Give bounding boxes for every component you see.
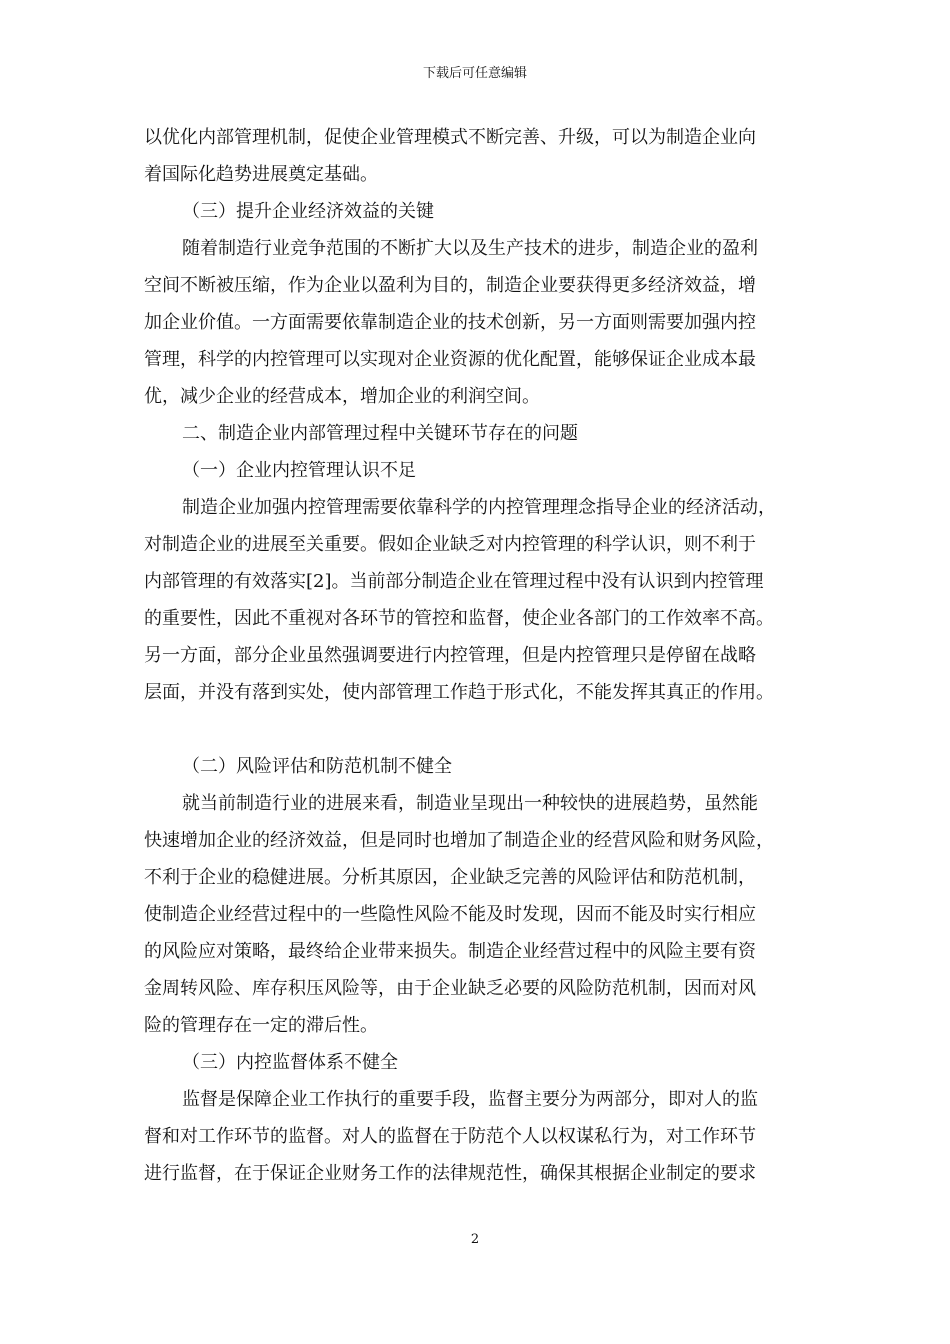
- text-line: 快速增加企业的经济效益，但是同时也增加了制造企业的经营风险和财务风险，: [144, 830, 774, 851]
- text-line: 随着制造行业竞争范围的不断扩大以及生产技术的进步，制造企业的盈利: [182, 238, 758, 259]
- text-line: 督和对工作环节的监督。对人的监督在于防范个人以权谋私行为，对工作环节: [144, 1126, 756, 1147]
- text-line: 险的管理存在一定的滞后性。: [144, 1015, 378, 1036]
- text-line: 着国际化趋势进展奠定基础。: [144, 164, 378, 185]
- blank-line: [144, 711, 814, 748]
- text-line: 对制造企业的进展至关重要。假如企业缺乏对内控管理的科学认识，则不利于: [144, 534, 756, 555]
- text-line: 内部管理的有效落实[2]。当前部分制造企业在管理过程中没有认识到内控管理: [144, 571, 764, 592]
- text-line: 加企业价值。一方面需要依靠制造企业的技术创新，另一方面则需要加强内控: [144, 312, 756, 333]
- text-line: 空间不断被压缩，作为企业以盈利为目的，制造企业要获得更多经济效益，增: [144, 275, 756, 296]
- text-line: 就当前制造行业的进展来看，制造业呈现出一种较快的进展趋势，虽然能: [182, 793, 758, 814]
- text-line: 监督是保障企业工作执行的重要手段，监督主要分为两部分，即对人的监: [182, 1089, 758, 1110]
- text-line: 使制造企业经营过程中的一些隐性风险不能及时发现，因而不能及时实行相应: [144, 904, 756, 925]
- text-line: 金周转风险、库存积压风险等，由于企业缺乏必要的风险防范机制，因而对风: [144, 978, 756, 999]
- text-line: （二）风险评估和防范机制不健全: [182, 756, 452, 777]
- text-line: 层面，并没有落到实处，使内部管理工作趋于形式化，不能发挥其真正的作用。: [144, 682, 774, 703]
- text-line: 二、制造企业内部管理过程中关键环节存在的问题: [182, 423, 578, 444]
- text-line: 以优化内部管理机制，促使企业管理模式不断完善、升级，可以为制造企业向: [144, 127, 756, 148]
- page-number: 2: [470, 1232, 480, 1247]
- text-line: 另一方面，部分企业虽然强调要进行内控管理，但是内控管理只是停留在战略: [144, 645, 756, 666]
- text-line: 优，减少企业的经营成本，增加企业的利润空间。: [144, 386, 540, 407]
- text-line: 进行监督，在于保证企业财务工作的法律规范性，确保其根据企业制定的要求: [144, 1163, 756, 1184]
- text-line: （三）内控监督体系不健全: [182, 1052, 398, 1073]
- text-line: （三）提升企业经济效益的关键: [182, 201, 434, 222]
- text-line: 的重要性，因此不重视对各环节的管控和监督，使企业各部门的工作效率不高。: [144, 608, 774, 629]
- document-body: [144, 119, 814, 1192]
- text-line: 管理，科学的内控管理可以实现对企业资源的优化配置，能够保证企业成本最: [144, 349, 756, 370]
- text-line: 制造企业加强内控管理需要依靠科学的内控管理理念指导企业的经济活动，: [182, 497, 776, 518]
- text-line: 的风险应对策略，最终给企业带来损失。制造企业经营过程中的风险主要有资: [144, 941, 756, 962]
- page-header: 下载后可任意编辑: [422, 66, 527, 81]
- text-line: 不利于企业的稳健进展。分析其原因，企业缺乏完善的风险评估和防范机制，: [144, 867, 756, 888]
- text-line: （一）企业内控管理认识不足: [182, 460, 416, 481]
